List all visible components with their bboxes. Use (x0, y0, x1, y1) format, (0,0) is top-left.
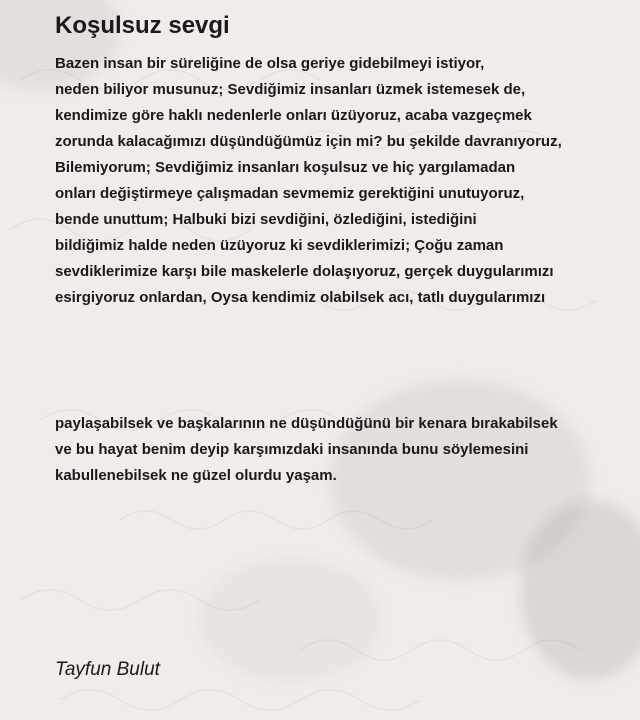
poem-line: Bilemiyorum; Sevdiğimiz insanları koşulsuz ve hiç yargılamadan (55, 159, 516, 176)
poem-line: ve bu hayat benim deyip karşımızdaki insanında bunu söylemesini (55, 441, 529, 458)
poem-stanza-1 (55, 51, 562, 311)
poem-line: bildiğimiz halde neden üzüyoruz ki sevdiklerimizi; Çoğu zaman (55, 237, 504, 254)
poem-line: onları değiştirmeye çalışmadan sevmemiz gerektiğini unutuyoruz, (55, 185, 525, 202)
poem-author: Tayfun Bulut (55, 659, 160, 680)
poem-line: kabullenebilsek ne güzel olurdu yaşam. (55, 467, 337, 484)
poem-line: esirgiyoruz onlardan, Oysa kendimiz olabilsek acı, tatlı duygularımızı (55, 289, 546, 306)
poem-line: sevdiklerimize karşı bile maskelerle dolaşıyoruz, gerçek duygularımızı (55, 263, 554, 280)
poem-line: kendimize göre haklı nedenlerle onları üzüyoruz, acaba vazgeçmek (55, 107, 532, 124)
poem-stanza-2 (55, 411, 558, 489)
poem-line: paylaşabilsek ve başkalarının ne düşündüğünü bir kenara bırakabilsek (55, 415, 558, 432)
poem-line: zorunda kalacağımızı düşündüğümüz için mi? bu şekilde davranıyoruz, (55, 133, 562, 150)
poem-title: Koşulsuz sevgi (55, 12, 230, 39)
poem-line: bende unuttum; Halbuki bizi sevdiğini, özlediğini, istediğini (55, 211, 477, 228)
poem-line: Bazen insan bir süreliğine de olsa geriye gidebilmeyi istiyor, (55, 55, 485, 72)
poem-line: neden biliyor musunuz; Sevdiğimiz insanları üzmek istemesek de, (55, 81, 526, 98)
